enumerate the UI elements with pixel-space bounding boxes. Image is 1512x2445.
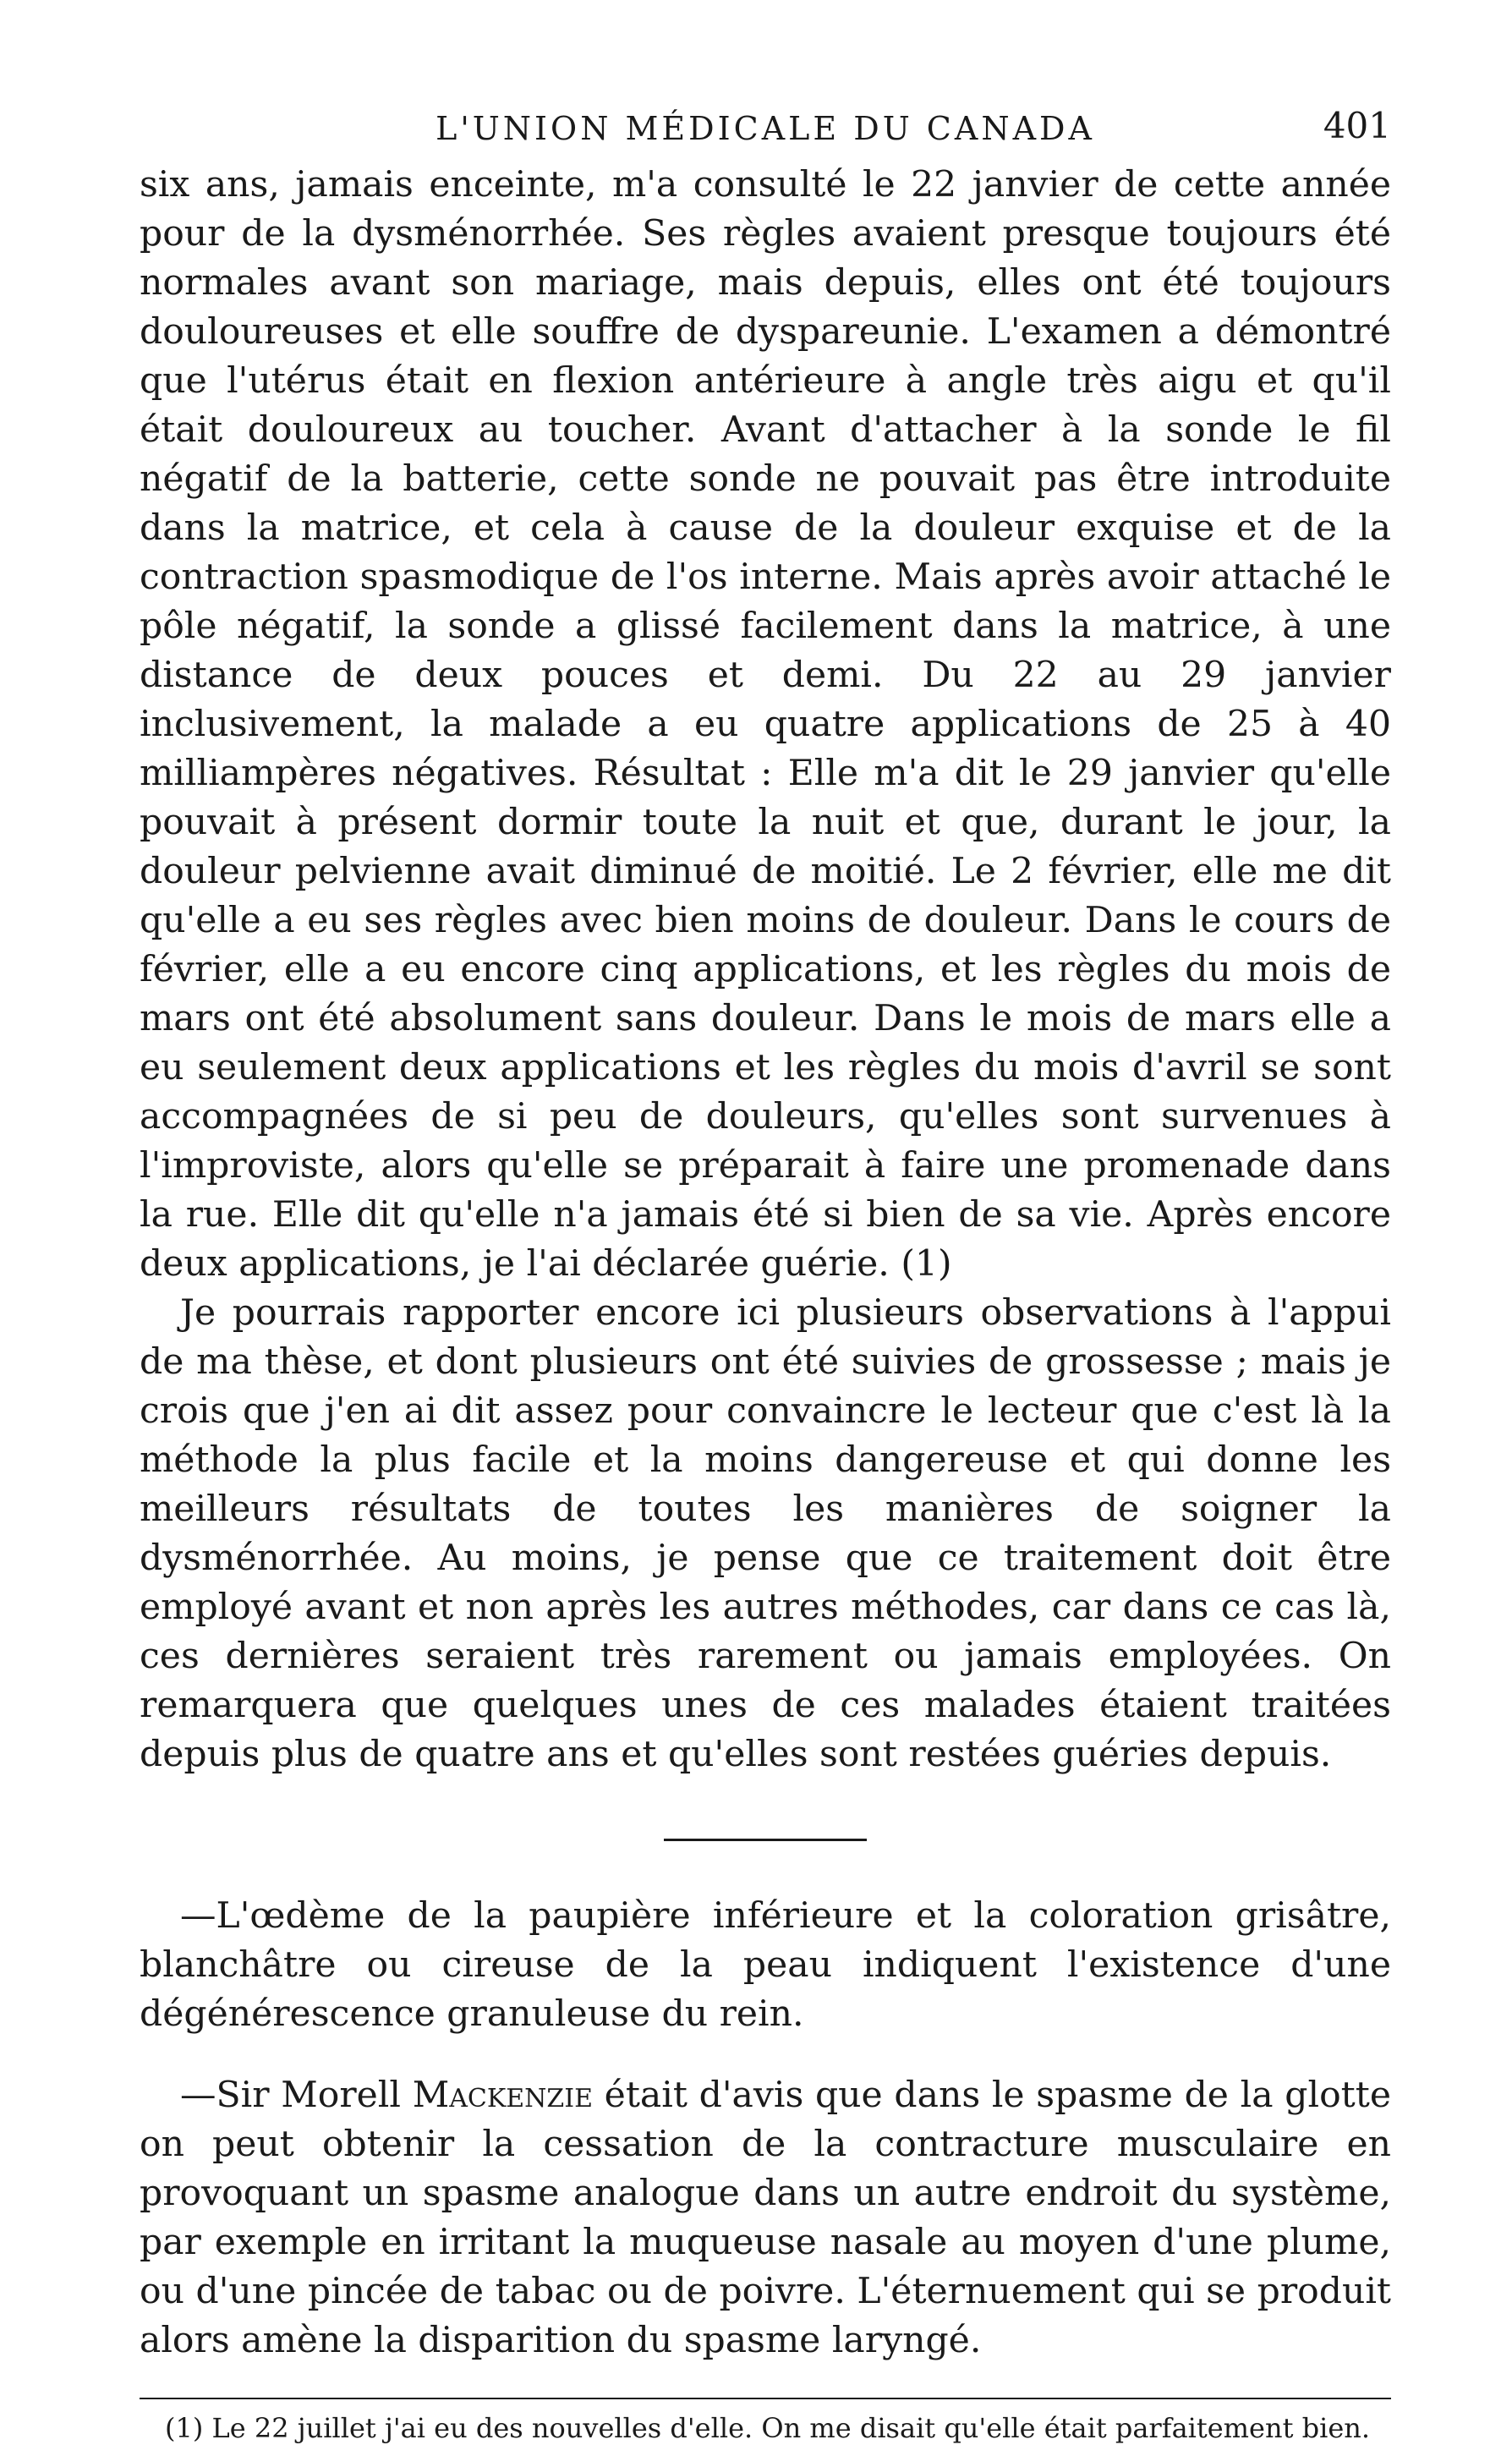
paragraph-conclusion: Je pourrais rapporter encore ici plusieurs observations à l'appui de ma thèse, et dont plusieurs ont été suivies de grossesse ; mais je crois que j'en ai dit assez pour convaincre le lecteur que c'est là la méthode la plus facile et la moins dangereuse et qui donne les meilleurs résultats de toutes les manières de soigner la dysménorrhée. Au moins, je pense que ce traitement doit être employé avant et non après les autres méthodes, car dans ce cas là, ces dernières seraient très rarement ou jamais employées. On remarquera que quelques unes de ces malades étaient traitées depuis plus de quatre ans et qu'elles sont restées guéries depuis. [140, 1292, 1391, 1775]
note-mackenzie-start: —Sir Morell [180, 2075, 413, 2116]
footnote: (1) Le 22 juillet j'ai eu des nouvelles d'elle. On me disait qu'elle était parfaitement bien. [165, 2412, 1371, 2444]
footnote-divider [140, 2398, 1391, 2399]
running-head [140, 101, 1391, 161]
note-oedema: —L'œdème de la paupière inférieure et la coloration grisâtre, blanchâtre ou cireuse de la peau indiquent l'existence d'une dégénérescence granuleuse du rein. [140, 1895, 1391, 2035]
page-number: 401 [1323, 105, 1391, 146]
author-name: Mackenzie [412, 2075, 593, 2116]
section-divider [664, 1839, 867, 1841]
paragraph-case-report: six ans, jamais enceinte, m'a consulté le 22 janvier de cette année pour de la dysménorrhée. Ses règles avaient presque toujours été normales avant son mariage, mais depuis, elles ont été toujours douloureuses et elle souffre de dyspareunie. L'examen a démontré que l'utérus était en flexion antérieure à angle très aigu et qu'il était douloureux au toucher. Avant d'attacher à la sonde le fil négatif de la batterie, cette sonde ne pouvait pas être introduite dans la matrice, et cela à cause de la douleur exquise et de la contraction spasmodique de l'os interne. Mais après avoir attaché le pôle négatif, la sonde a glissé facilement dans la matrice, à une distance de deux pouces et demi. Du 22 au 29 janvier inclusivement, la malade a eu quatre applications de 25 à 40 milliampères négatives. Résultat : Elle m'a dit le 29 janvier qu'elle pouvait à présent dormir toute la nuit et que, durant le jour, la douleur pelvienne avait diminué de moitié. Le 2 février, elle me dit qu'elle a eu ses règles avec bien moins de douleur. Dans le cours de février, elle a eu encore cinq applications, et les règles du mois de mars ont été absolument sans douleur. Dans le mois de mars elle a eu seulement deux applications et les règles du mois d'avril se sont accompagnées de si peu de douleurs, qu'elles sont survenues à l'improviste, alors qu'elle se préparait à faire une promenade dans la rue. Elle dit qu'elle n'a jamais été si bien de sa vie. Après encore deux applications, je l'ai déclarée guérie. (1) [140, 164, 1391, 1285]
notes-section [140, 1892, 1391, 2366]
article-body [140, 161, 1391, 1779]
note-mackenzie-rest: était d'avis que dans le spasme de la glotte on peut obtenir la cessation de la contracture musculaire en provoquant un spasme analogue dans un autre endroit du système, par exemple en irritant la muqueuse nasale au moyen d'une plume, ou d'une pincée de tabac ou de poivre. L'éternuement qui se produit alors amène la disparition du spasme laryngé. [140, 2075, 1391, 2361]
page [140, 101, 1391, 2445]
running-title: L'UNION MÉDICALE DU CANADA [436, 110, 1095, 147]
note-mackenzie [140, 2071, 1391, 2366]
